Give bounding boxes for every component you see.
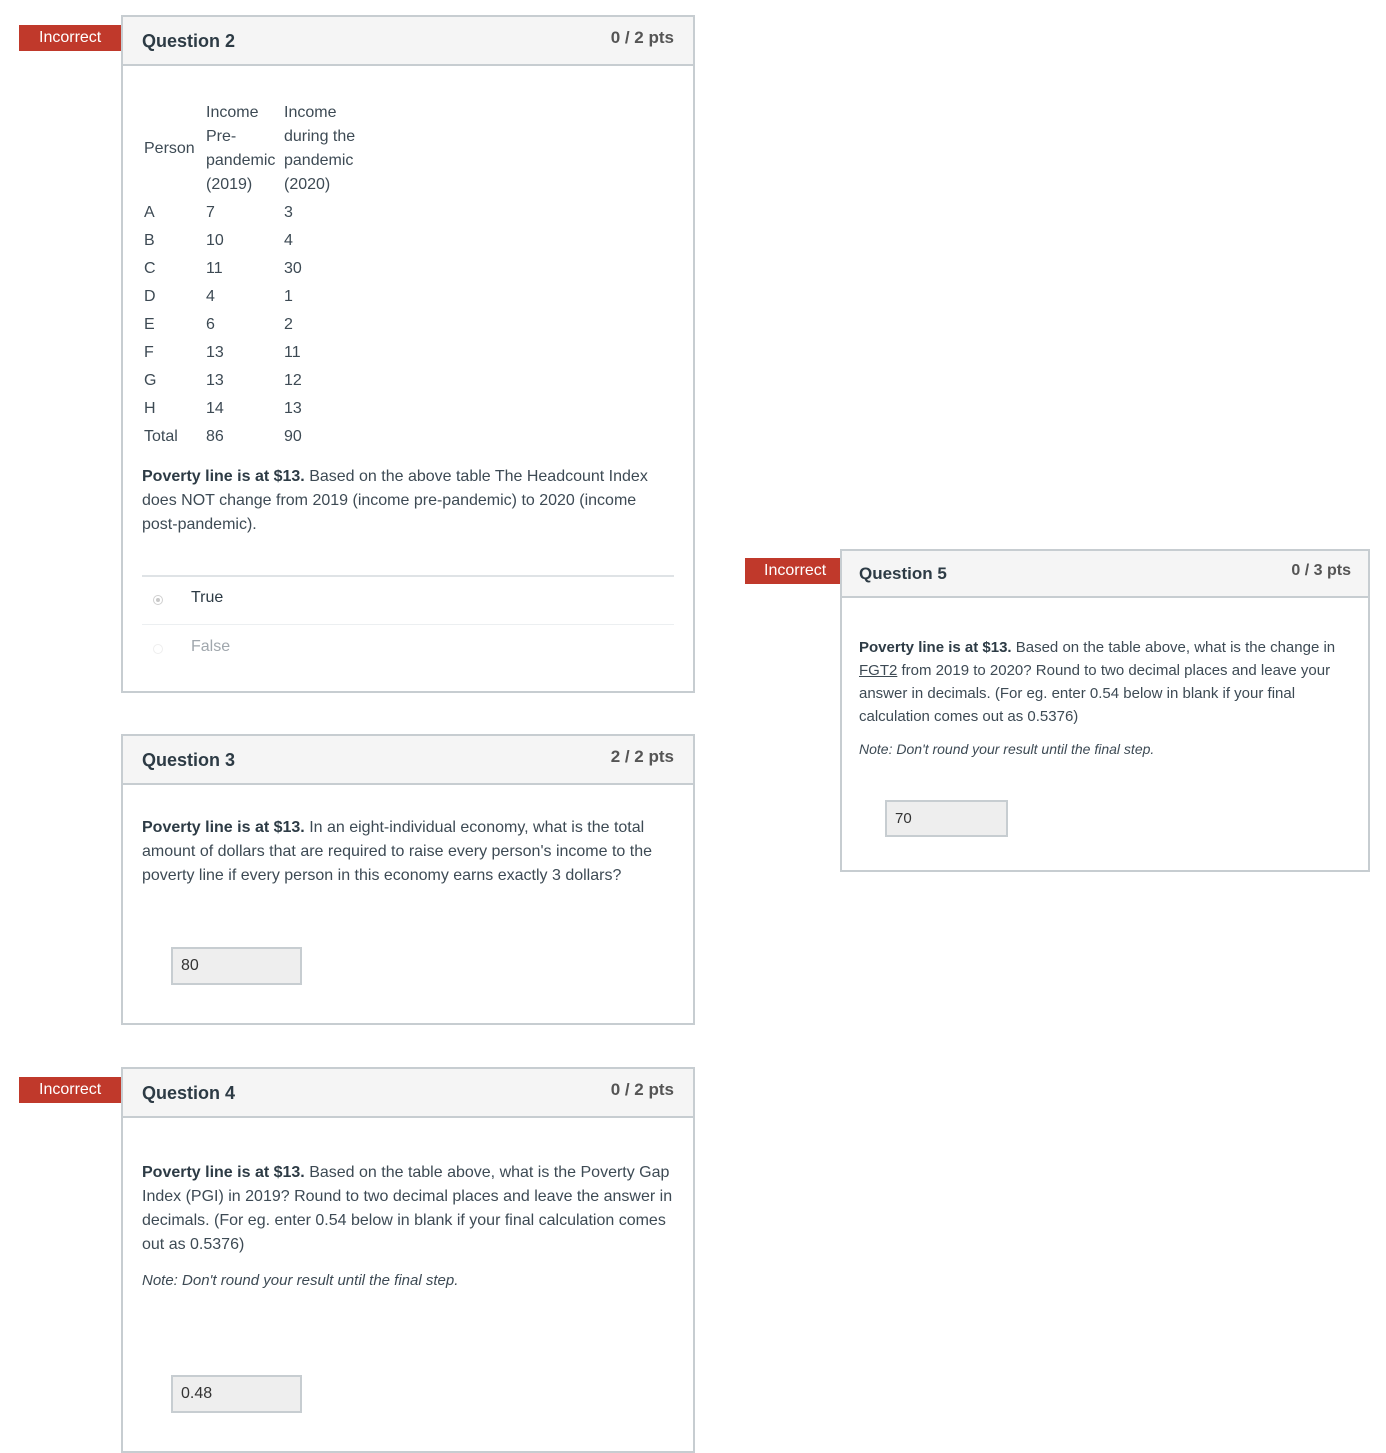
question-4-prompt — [142, 1161, 674, 1257]
table-row — [142, 255, 368, 283]
question-2-prompt — [142, 465, 674, 537]
table-row — [142, 339, 368, 367]
incorrect-flag-q4: Incorrect — [19, 1077, 137, 1103]
prompt-bold: Poverty line is at $13. — [142, 819, 305, 836]
table-cell: 11 — [284, 344, 301, 361]
table-row — [142, 227, 368, 255]
question-5-title: Question 5 — [859, 564, 947, 583]
question-3-answer-input[interactable]: 80 — [171, 947, 302, 985]
table-cell: 90 — [284, 428, 302, 445]
prompt-text: Based on the table above, what is the Poverty Gap Index (PGI) in 2019? Round to two decimal places and leave the answer in decimals. (For eg. enter 0.54 below in blank if your final calculation comes out as 0.5376) — [142, 1164, 673, 1253]
table-cell: C — [144, 260, 156, 277]
question-5-answer-input[interactable]: 70 — [885, 800, 1008, 837]
table-cell: 4 — [284, 232, 293, 249]
prompt-text: In an eight-individual economy, what is the total amount of dollars that are required to raise every person's income to the poverty line if every person in this economy earns exactly 3 dollars? — [142, 819, 652, 884]
question-5-header — [842, 551, 1368, 598]
question-3-header — [123, 736, 693, 785]
question-5-prompt — [859, 636, 1351, 728]
question-4-answer-input[interactable]: 0.48 — [171, 1375, 302, 1413]
table-row — [142, 367, 368, 395]
answer-option-false[interactable] — [142, 626, 674, 674]
prompt-text: Based on the table above, what is the change in — [1011, 639, 1336, 656]
table-row — [142, 423, 368, 451]
table-cell: 3 — [284, 204, 293, 221]
table-cell: 14 — [206, 400, 224, 417]
question-5-card — [840, 549, 1370, 872]
answer-option-true[interactable] — [142, 577, 674, 625]
prompt-bold: Poverty line is at $13. — [859, 639, 1012, 656]
prompt-text: from 2019 to 2020? Round to two decimal places and leave your answer in decimals. (For eg. enter 0.54 below in blank if your final calculation comes out as 0.5376) — [859, 662, 1331, 725]
table-row — [142, 199, 368, 227]
table-cell: 2 — [284, 316, 293, 333]
table-cell: 13 — [206, 344, 224, 361]
table-cell: 4 — [206, 288, 215, 305]
option-false-label: False — [191, 638, 231, 655]
table-cell: 13 — [206, 372, 224, 389]
radio-true[interactable] — [153, 595, 163, 605]
table-cell: B — [144, 232, 155, 249]
table-cell: E — [144, 316, 155, 333]
table-cell: 1 — [284, 288, 293, 305]
table-cell: 86 — [206, 428, 224, 445]
table-cell: 12 — [284, 372, 302, 389]
table-cell: 10 — [206, 232, 224, 249]
question-3-points: 2 / 2 pts — [610, 747, 674, 766]
question-4-title: Question 4 — [142, 1083, 236, 1103]
prompt-text: Based on the above table The Headcount Index does NOT change from 2019 (income pre-pandemic) to 2020 (income post-pandemic). — [142, 468, 648, 533]
table-row — [142, 395, 368, 423]
question-2-card — [121, 15, 695, 693]
table-cell: H — [144, 400, 156, 417]
question-5-points: 0 / 3 pts — [1291, 562, 1351, 579]
table-header-2019: Income Pre-pandemic (2019) — [206, 104, 276, 193]
income-table — [142, 99, 368, 451]
table-header-person: Person — [144, 140, 195, 157]
question-2-header — [123, 17, 693, 66]
radio-false[interactable] — [153, 644, 163, 654]
table-header-2020: Income during the pandemic (2020) — [284, 104, 356, 193]
table-cell: D — [144, 288, 156, 305]
question-4-points: 0 / 2 pts — [610, 1080, 674, 1099]
table-cell: G — [144, 372, 157, 389]
question-4-card — [121, 1067, 695, 1453]
table-row — [142, 311, 368, 339]
table-cell: Total — [144, 428, 178, 445]
table-cell: 30 — [284, 260, 302, 277]
incorrect-flag-q2: Incorrect — [19, 25, 137, 51]
table-cell: 11 — [206, 260, 223, 277]
table-cell: F — [144, 344, 154, 361]
question-2-points: 0 / 2 pts — [610, 28, 674, 47]
table-row — [142, 283, 368, 311]
fgt2-link[interactable]: FGT2 — [859, 662, 898, 679]
table-cell: 6 — [206, 316, 215, 333]
option-true-label: True — [191, 589, 224, 606]
prompt-bold: Poverty line is at $13. — [142, 1164, 305, 1181]
question-2-title: Question 2 — [142, 31, 236, 51]
question-3-prompt — [142, 816, 674, 888]
question-3-card — [121, 734, 695, 1025]
prompt-bold: Poverty line is at $13. — [142, 468, 305, 485]
question-5-note: Note: Don't round your result until the final step. — [859, 741, 1155, 757]
question-3-title: Question 3 — [142, 750, 236, 770]
question-4-header — [123, 1069, 693, 1118]
table-cell: A — [144, 204, 155, 221]
incorrect-flag-q5: Incorrect — [745, 558, 841, 584]
table-cell: 7 — [206, 204, 215, 221]
table-cell: 13 — [284, 400, 302, 417]
question-4-note: Note: Don't round your result until the final step. — [142, 1272, 459, 1289]
